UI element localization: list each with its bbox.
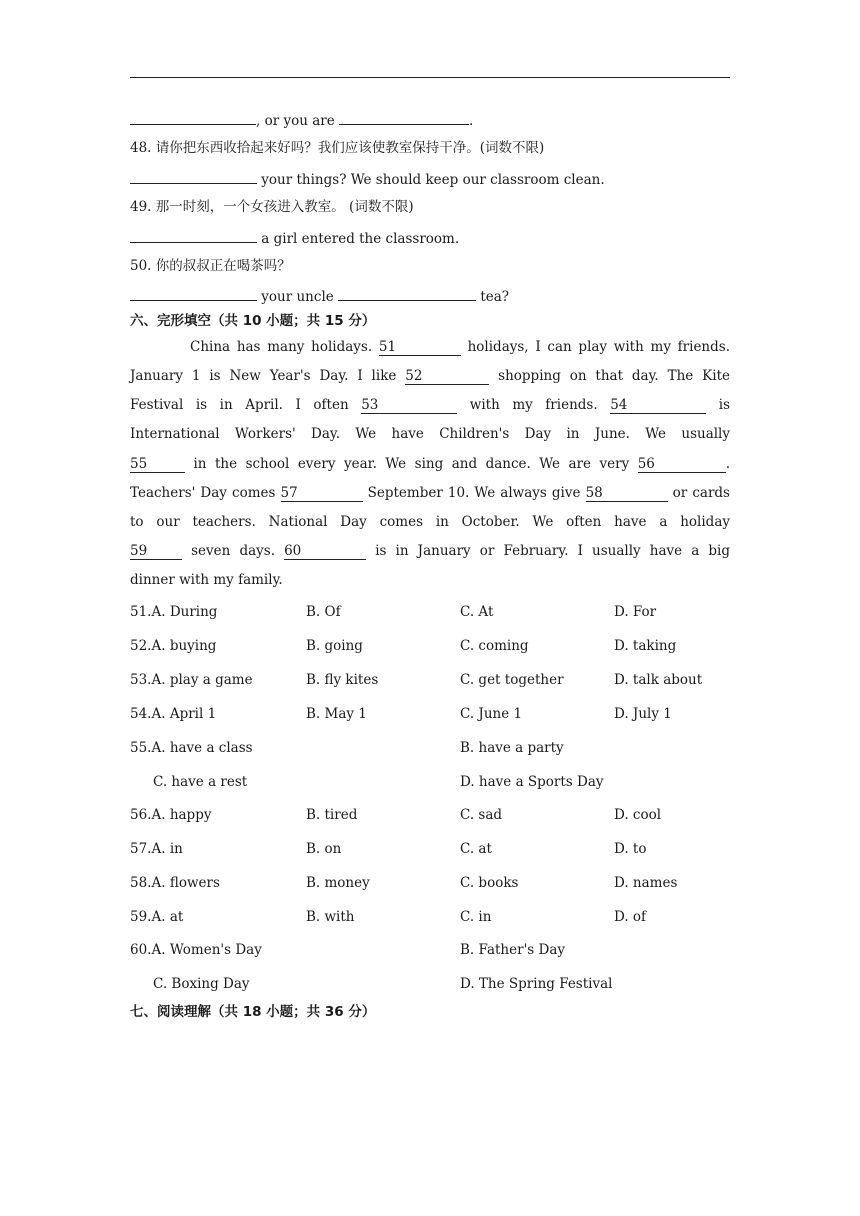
passage-line: Festival is in April. I often 53 with my friends. 54 is [130, 397, 730, 413]
option-b[interactable]: B. money [306, 875, 370, 891]
option-a[interactable]: A. flowers [151, 875, 220, 891]
option-a[interactable]: A. During [151, 604, 218, 620]
cloze-blank-59[interactable]: 59 [130, 543, 182, 560]
option-d[interactable]: D. cool [614, 807, 662, 823]
cloze-blank-52[interactable]: 52 [405, 368, 489, 385]
cloze-blank-56[interactable]: 56 [638, 456, 726, 473]
option-d[interactable]: D. taking [614, 638, 677, 654]
option-d[interactable]: D. For [614, 604, 657, 620]
option-a[interactable]: A. April 1 [151, 706, 217, 722]
option-a[interactable]: A. Women's Day [151, 942, 262, 958]
passage-line: China has many holidays. 51 holidays, I can play with my friends. [190, 339, 730, 355]
page-top-rule [130, 77, 730, 78]
option-d[interactable]: D. The Spring Festival [460, 976, 613, 992]
option-c[interactable]: C. June 1 [460, 706, 523, 722]
option-a[interactable]: A. at [151, 909, 184, 925]
option-d[interactable]: D. have a Sports Day [460, 774, 604, 790]
cloze-blank-53[interactable]: 53 [361, 397, 457, 414]
passage-line: Teachers' Day comes 57 September 10. We always give 58 or cards [130, 485, 730, 501]
cloze-blank-60[interactable]: 60 [284, 543, 366, 560]
option-d[interactable]: D. to [614, 841, 647, 857]
cloze-blank-57[interactable]: 57 [281, 485, 363, 502]
option-b[interactable]: B. with [306, 909, 355, 925]
option-b[interactable]: B. May 1 [306, 706, 367, 722]
answer-blank[interactable] [130, 169, 257, 184]
option-d[interactable]: D. of [614, 909, 647, 925]
q50-prompt: 50. 你的叔叔正在喝茶吗？ [130, 258, 291, 274]
answer-blank[interactable] [130, 228, 257, 243]
option-d[interactable]: D. talk about [614, 672, 703, 688]
option-c[interactable]: C. get together [460, 672, 564, 688]
q48-prompt: 48. 请你把东西收拾起来好吗？我们应该使教室保持干净。(词数不限) [130, 140, 545, 156]
option-a[interactable]: A. buying [151, 638, 217, 654]
q49-answer-line [130, 228, 459, 248]
q48-answer-text: your things? We should keep our classroom clean. [261, 172, 605, 188]
answer-blank[interactable] [130, 286, 257, 301]
cloze-blank-51[interactable]: 51 [379, 339, 461, 356]
option-c[interactable]: C. sad [460, 807, 503, 823]
q50-answer-end: tea? [480, 289, 510, 305]
option-b[interactable]: B. going [306, 638, 363, 654]
q47-text-end: . [468, 113, 474, 129]
option-c[interactable]: C. Boxing Day [153, 976, 250, 992]
q48-answer-line [130, 169, 605, 189]
option-c[interactable]: C. coming [460, 638, 529, 654]
option-a[interactable]: A. in [151, 841, 183, 857]
option-b[interactable]: B. have a party [460, 740, 564, 756]
option-b[interactable]: B. on [306, 841, 342, 857]
answer-blank[interactable] [130, 110, 256, 125]
q50-answer-line [130, 286, 509, 306]
option-c[interactable]: C. at [460, 841, 492, 857]
option-c[interactable]: C. in [460, 909, 492, 925]
option-c[interactable]: C. At [460, 604, 494, 620]
cloze-blank-55[interactable]: 55 [130, 456, 185, 473]
option-d[interactable]: D. July 1 [614, 706, 672, 722]
option-b[interactable]: B. Father's Day [460, 942, 565, 958]
passage-line: 55 in the school every year. We sing and dance. We are very 56 . [130, 456, 730, 472]
option-c[interactable]: C. books [460, 875, 519, 891]
option-a[interactable]: A. have a class [151, 740, 253, 756]
option-b[interactable]: B. Of [306, 604, 341, 620]
passage-line: dinner with my family. [130, 572, 283, 588]
passage-line: January 1 is New Year's Day. I like 52 shopping on that day. The Kite [130, 368, 731, 384]
q47-text-mid: , or you are [256, 113, 335, 129]
reading-heading: 七、阅读理解（共 18 小题；共 36 分） [130, 1004, 376, 1020]
option-d[interactable]: D. names [614, 875, 678, 891]
option-a[interactable]: A. play a game [151, 672, 253, 688]
q49-answer-text: a girl entered the classroom. [261, 231, 460, 247]
answer-blank[interactable] [338, 286, 476, 301]
passage-line: International Workers' Day. We have Children's Day in June. We usually [130, 426, 730, 442]
option-a[interactable]: A. happy [151, 807, 212, 823]
cloze-heading: 六、完形填空（共 10 小题；共 15 分） [130, 313, 376, 329]
q47-answer-line [130, 110, 473, 130]
q49-prompt: 49. 那一时刻，一个女孩进入教室。 (词数不限) [130, 199, 414, 215]
option-b[interactable]: B. fly kites [306, 672, 379, 688]
passage-line: 59 seven days. 60 is in January or February. I usually have a big [130, 543, 730, 559]
cloze-blank-54[interactable]: 54 [610, 397, 706, 414]
option-b[interactable]: B. tired [306, 807, 358, 823]
passage-line: to our teachers. National Day comes in October. We often have a holiday [130, 514, 730, 530]
answer-blank[interactable] [339, 110, 469, 125]
cloze-blank-58[interactable]: 58 [586, 485, 668, 502]
option-c[interactable]: C. have a rest [153, 774, 248, 790]
q50-answer-mid: your uncle [261, 289, 334, 305]
